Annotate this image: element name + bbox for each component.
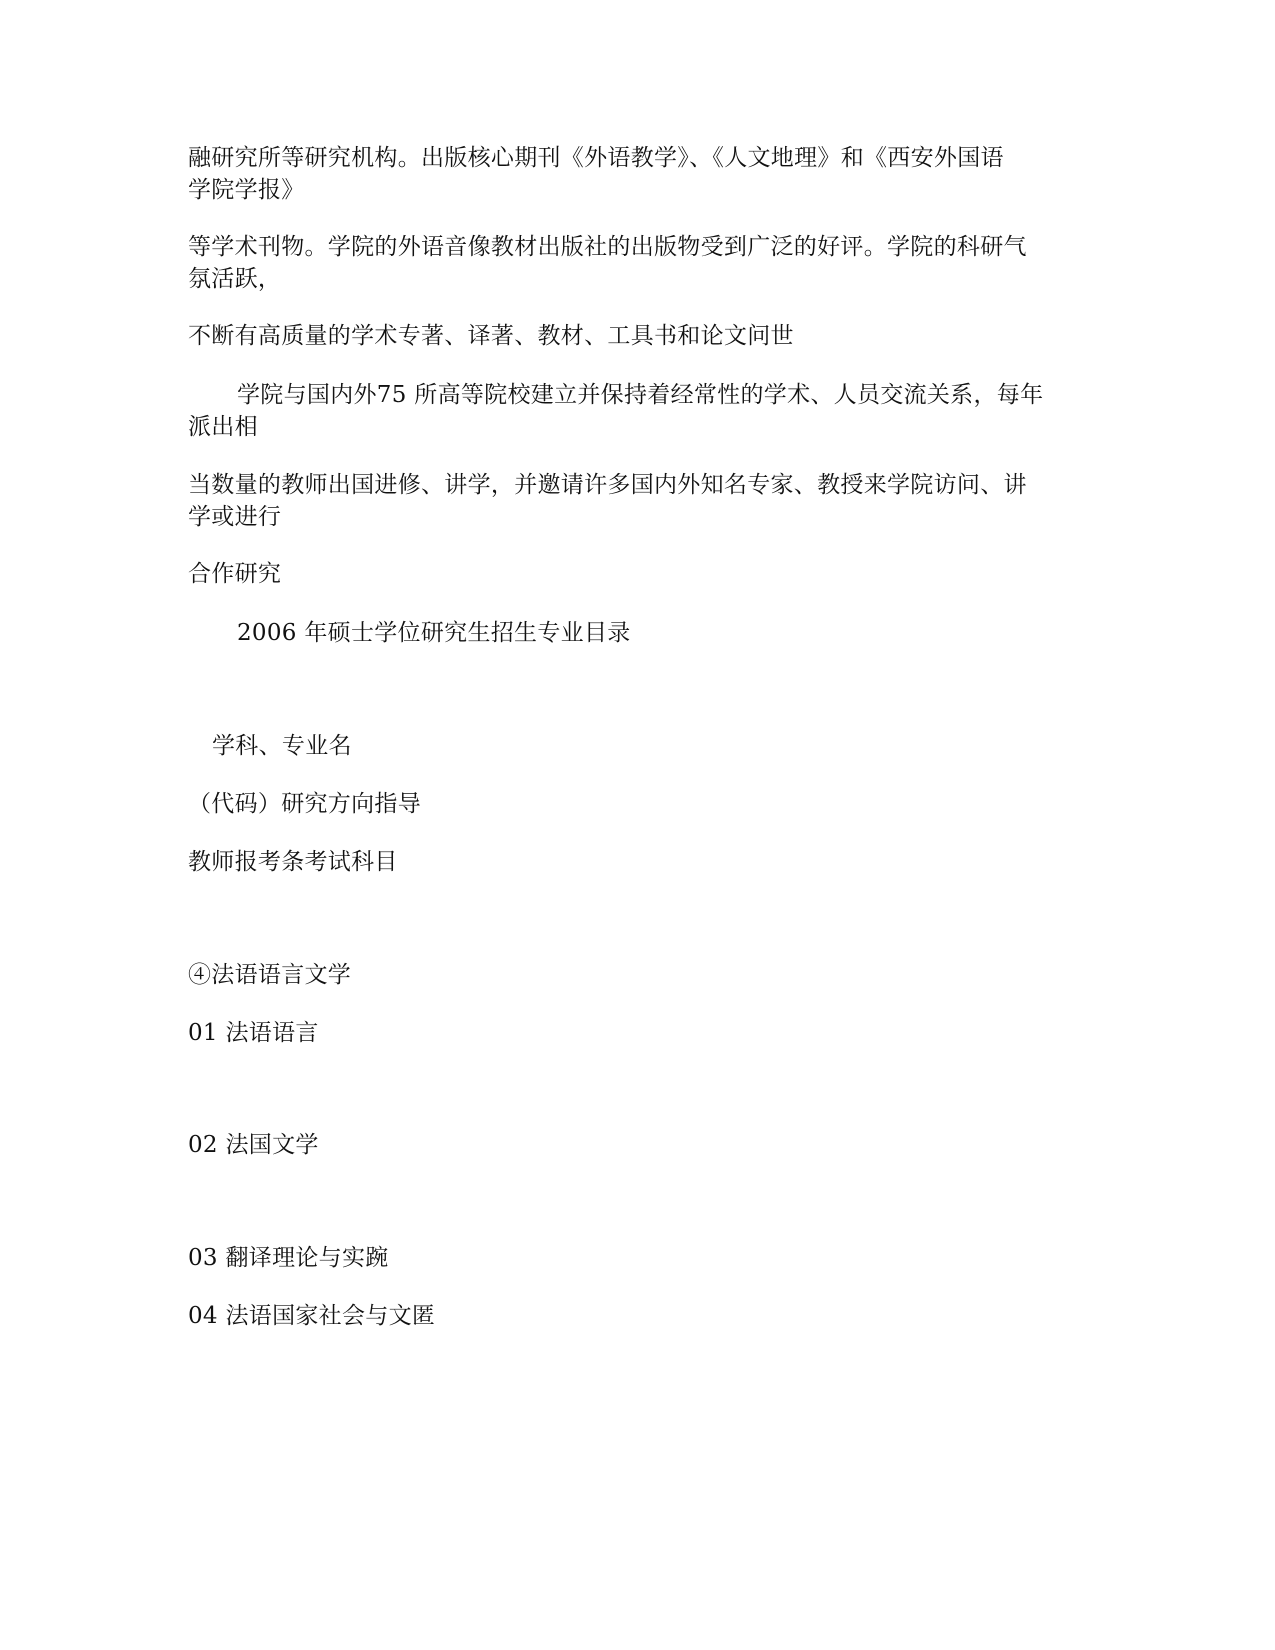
direction-item: 02 法国文学	[188, 1132, 319, 1158]
paragraph-5-line-1: 当数量的教师出国进修、讲学，并邀请许多国内外知名专家、教授来学院访问、讲	[188, 472, 1027, 498]
paragraph-2-line-1: 等学术刊物。学院的外语音像教材出版社的出版物受到广泛的好评。学院的科研气	[188, 234, 1027, 260]
direction-item: 01 法语语言	[188, 1020, 319, 1046]
paragraph-4-line-2: 派出相	[188, 414, 258, 440]
table-header-line-3: 教师报考条考试科目	[188, 849, 398, 875]
table-header-line-1: 学科、专业名	[212, 733, 352, 759]
direction-item: 04 法语国家社会与文匿	[188, 1303, 436, 1329]
paragraph-2-line-2: 氛活跃，	[188, 266, 282, 292]
paragraph-1-line-1: 融研究所等研究机构。出版核心期刊《外语教学》、《人文地理》和《西安外国语	[188, 145, 1004, 171]
paragraph-1-line-2: 学院学报》	[188, 177, 305, 203]
table-header-line-2: （代码）研究方向指导	[188, 791, 421, 817]
catalog-title: 2006 年硕士学位研究生招生专业目录	[237, 620, 631, 646]
paragraph-4-line-1: 学院与国内外75 所高等院校建立并保持着经常性的学术、人员交流关系，每年	[237, 382, 1044, 408]
paragraph-3-line-1: 不断有高质量的学术专著、译著、教材、工具书和论文问世	[188, 323, 794, 349]
direction-item: 03 翻译理论与实踠	[188, 1245, 389, 1271]
major-name: ④法语语言文学	[188, 962, 352, 988]
paragraph-5-line-2: 学或进行	[188, 504, 282, 530]
paragraph-6-line-1: 合作研究	[188, 561, 282, 587]
